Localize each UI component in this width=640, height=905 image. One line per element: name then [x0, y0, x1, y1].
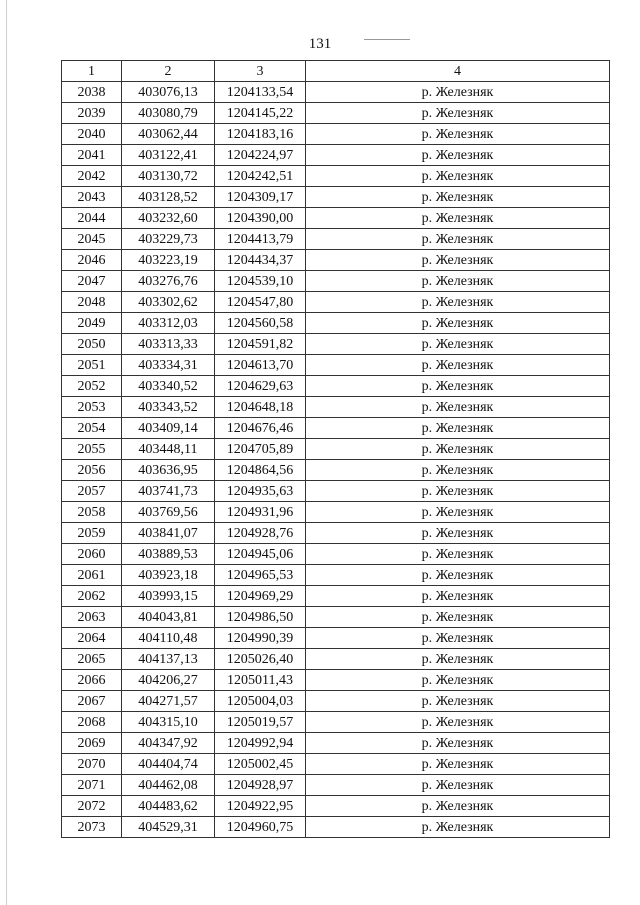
x-coordinate-cell: 404529,31: [122, 817, 215, 838]
column-header: 3: [215, 61, 306, 82]
point-number-cell: 2068: [62, 712, 122, 733]
y-coordinate-cell: 1204922,95: [215, 796, 306, 817]
y-coordinate-cell: 1204676,46: [215, 418, 306, 439]
x-coordinate-cell: 404110,48: [122, 628, 215, 649]
table-row: [62, 523, 610, 544]
column-header: 1: [62, 61, 122, 82]
y-coordinate-cell: 1204648,18: [215, 397, 306, 418]
y-coordinate-cell: 1204945,06: [215, 544, 306, 565]
description-cell: р. Железняк: [306, 124, 610, 145]
y-coordinate-cell: 1204309,17: [215, 187, 306, 208]
description-cell: р. Железняк: [306, 712, 610, 733]
y-coordinate-cell: 1204560,58: [215, 313, 306, 334]
y-coordinate-cell: 1204413,79: [215, 229, 306, 250]
table-row: [62, 649, 610, 670]
description-cell: р. Железняк: [306, 439, 610, 460]
x-coordinate-cell: 403276,76: [122, 271, 215, 292]
x-coordinate-cell: 404206,27: [122, 670, 215, 691]
point-number-cell: 2064: [62, 628, 122, 649]
description-cell: р. Железняк: [306, 628, 610, 649]
y-coordinate-cell: 1204183,16: [215, 124, 306, 145]
description-cell: р. Железняк: [306, 187, 610, 208]
y-coordinate-cell: 1205002,45: [215, 754, 306, 775]
description-cell: р. Железняк: [306, 82, 610, 103]
x-coordinate-cell: 403128,52: [122, 187, 215, 208]
y-coordinate-cell: 1204613,70: [215, 355, 306, 376]
x-coordinate-cell: 403769,56: [122, 502, 215, 523]
x-coordinate-cell: 403062,44: [122, 124, 215, 145]
x-coordinate-cell: 404315,10: [122, 712, 215, 733]
description-cell: р. Железняк: [306, 607, 610, 628]
description-cell: р. Железняк: [306, 649, 610, 670]
x-coordinate-cell: 403312,03: [122, 313, 215, 334]
table-row: [62, 586, 610, 607]
point-number-cell: 2058: [62, 502, 122, 523]
x-coordinate-cell: 403889,53: [122, 544, 215, 565]
table-row: [62, 817, 610, 838]
table-body: [62, 82, 610, 838]
x-coordinate-cell: 403923,18: [122, 565, 215, 586]
table-row: [62, 670, 610, 691]
description-cell: р. Железняк: [306, 271, 610, 292]
point-number-cell: 2046: [62, 250, 122, 271]
point-number-cell: 2038: [62, 82, 122, 103]
table-row: [62, 82, 610, 103]
table-row: [62, 502, 610, 523]
x-coordinate-cell: 403409,14: [122, 418, 215, 439]
table-row: [62, 166, 610, 187]
table-row: [62, 754, 610, 775]
description-cell: р. Железняк: [306, 796, 610, 817]
point-number-cell: 2048: [62, 292, 122, 313]
x-coordinate-cell: 403223,19: [122, 250, 215, 271]
point-number-cell: 2041: [62, 145, 122, 166]
description-cell: р. Железняк: [306, 334, 610, 355]
point-number-cell: 2069: [62, 733, 122, 754]
x-coordinate-cell: 404043,81: [122, 607, 215, 628]
description-cell: р. Железняк: [306, 376, 610, 397]
table-row: [62, 796, 610, 817]
table-row: [62, 397, 610, 418]
point-number-cell: 2055: [62, 439, 122, 460]
point-number-cell: 2073: [62, 817, 122, 838]
description-cell: р. Железняк: [306, 670, 610, 691]
x-coordinate-cell: 404462,08: [122, 775, 215, 796]
y-coordinate-cell: 1204591,82: [215, 334, 306, 355]
description-cell: р. Железняк: [306, 460, 610, 481]
description-cell: р. Железняк: [306, 523, 610, 544]
y-coordinate-cell: 1204434,37: [215, 250, 306, 271]
table-row: [62, 544, 610, 565]
x-coordinate-cell: 403080,79: [122, 103, 215, 124]
y-coordinate-cell: 1204539,10: [215, 271, 306, 292]
description-cell: р. Железняк: [306, 103, 610, 124]
table-row: [62, 187, 610, 208]
point-number-cell: 2045: [62, 229, 122, 250]
x-coordinate-cell: 403636,95: [122, 460, 215, 481]
x-coordinate-cell: 403122,41: [122, 145, 215, 166]
point-number-cell: 2071: [62, 775, 122, 796]
table-row: [62, 628, 610, 649]
table-row: [62, 481, 610, 502]
point-number-cell: 2057: [62, 481, 122, 502]
y-coordinate-cell: 1204547,80: [215, 292, 306, 313]
y-coordinate-cell: 1204931,96: [215, 502, 306, 523]
column-header: 4: [306, 61, 610, 82]
description-cell: р. Железняк: [306, 565, 610, 586]
y-coordinate-cell: 1204935,63: [215, 481, 306, 502]
point-number-cell: 2066: [62, 670, 122, 691]
description-cell: р. Железняк: [306, 250, 610, 271]
y-coordinate-cell: 1204928,76: [215, 523, 306, 544]
x-coordinate-cell: 403448,11: [122, 439, 215, 460]
table-header-row: [62, 61, 610, 82]
table-row: [62, 208, 610, 229]
y-coordinate-cell: 1204629,63: [215, 376, 306, 397]
description-cell: р. Железняк: [306, 733, 610, 754]
point-number-cell: 2040: [62, 124, 122, 145]
x-coordinate-cell: 403334,31: [122, 355, 215, 376]
coordinates-table: [61, 60, 610, 838]
table-row: [62, 313, 610, 334]
description-cell: р. Железняк: [306, 691, 610, 712]
description-cell: р. Железняк: [306, 586, 610, 607]
point-number-cell: 2052: [62, 376, 122, 397]
description-cell: р. Железняк: [306, 817, 610, 838]
table-row: [62, 691, 610, 712]
point-number-cell: 2049: [62, 313, 122, 334]
x-coordinate-cell: 403741,73: [122, 481, 215, 502]
table-row: [62, 145, 610, 166]
x-coordinate-cell: 403841,07: [122, 523, 215, 544]
y-coordinate-cell: 1205026,40: [215, 649, 306, 670]
point-number-cell: 2051: [62, 355, 122, 376]
table-row: [62, 418, 610, 439]
point-number-cell: 2060: [62, 544, 122, 565]
table-row: [62, 229, 610, 250]
x-coordinate-cell: 404271,57: [122, 691, 215, 712]
x-coordinate-cell: 403343,52: [122, 397, 215, 418]
y-coordinate-cell: 1204133,54: [215, 82, 306, 103]
y-coordinate-cell: 1204242,51: [215, 166, 306, 187]
point-number-cell: 2061: [62, 565, 122, 586]
table-row: [62, 565, 610, 586]
description-cell: р. Железняк: [306, 418, 610, 439]
x-coordinate-cell: 404347,92: [122, 733, 215, 754]
y-coordinate-cell: 1204864,56: [215, 460, 306, 481]
y-coordinate-cell: 1205011,43: [215, 670, 306, 691]
x-coordinate-cell: 403313,33: [122, 334, 215, 355]
x-coordinate-cell: 403076,13: [122, 82, 215, 103]
point-number-cell: 2039: [62, 103, 122, 124]
description-cell: р. Железняк: [306, 502, 610, 523]
x-coordinate-cell: 404137,13: [122, 649, 215, 670]
table-row: [62, 103, 610, 124]
scan-edge-line: [6, 0, 7, 905]
y-coordinate-cell: 1204390,00: [215, 208, 306, 229]
table-row: [62, 292, 610, 313]
table-row: [62, 775, 610, 796]
description-cell: р. Железняк: [306, 544, 610, 565]
description-cell: р. Железняк: [306, 481, 610, 502]
point-number-cell: 2056: [62, 460, 122, 481]
table-row: [62, 271, 610, 292]
y-coordinate-cell: 1204705,89: [215, 439, 306, 460]
point-number-cell: 2047: [62, 271, 122, 292]
point-number-cell: 2063: [62, 607, 122, 628]
point-number-cell: 2059: [62, 523, 122, 544]
table-row: [62, 460, 610, 481]
point-number-cell: 2067: [62, 691, 122, 712]
x-coordinate-cell: 404404,74: [122, 754, 215, 775]
y-coordinate-cell: 1204990,39: [215, 628, 306, 649]
table-row: [62, 124, 610, 145]
description-cell: р. Железняк: [306, 397, 610, 418]
description-cell: р. Железняк: [306, 754, 610, 775]
y-coordinate-cell: 1204986,50: [215, 607, 306, 628]
table-row: [62, 712, 610, 733]
column-header: 2: [122, 61, 215, 82]
x-coordinate-cell: 403229,73: [122, 229, 215, 250]
table-row: [62, 733, 610, 754]
point-number-cell: 2050: [62, 334, 122, 355]
y-coordinate-cell: 1204960,75: [215, 817, 306, 838]
table-row: [62, 607, 610, 628]
table-row: [62, 439, 610, 460]
description-cell: р. Железняк: [306, 229, 610, 250]
x-coordinate-cell: 403302,62: [122, 292, 215, 313]
table-row: [62, 355, 610, 376]
point-number-cell: 2062: [62, 586, 122, 607]
description-cell: р. Железняк: [306, 775, 610, 796]
y-coordinate-cell: 1204965,53: [215, 565, 306, 586]
point-number-cell: 2054: [62, 418, 122, 439]
description-cell: р. Железняк: [306, 145, 610, 166]
y-coordinate-cell: 1204928,97: [215, 775, 306, 796]
y-coordinate-cell: 1205019,57: [215, 712, 306, 733]
description-cell: р. Железняк: [306, 355, 610, 376]
y-coordinate-cell: 1205004,03: [215, 691, 306, 712]
point-number-cell: 2044: [62, 208, 122, 229]
description-cell: р. Железняк: [306, 166, 610, 187]
y-coordinate-cell: 1204224,97: [215, 145, 306, 166]
x-coordinate-cell: 403340,52: [122, 376, 215, 397]
table-row: [62, 334, 610, 355]
page-number: 131: [308, 36, 332, 52]
description-cell: р. Железняк: [306, 292, 610, 313]
y-coordinate-cell: 1204969,29: [215, 586, 306, 607]
description-cell: р. Железняк: [306, 313, 610, 334]
table-row: [62, 376, 610, 397]
point-number-cell: 2053: [62, 397, 122, 418]
point-number-cell: 2070: [62, 754, 122, 775]
x-coordinate-cell: 404483,62: [122, 796, 215, 817]
point-number-cell: 2043: [62, 187, 122, 208]
x-coordinate-cell: 403232,60: [122, 208, 215, 229]
y-coordinate-cell: 1204992,94: [215, 733, 306, 754]
x-coordinate-cell: 403130,72: [122, 166, 215, 187]
table-row: [62, 250, 610, 271]
point-number-cell: 2072: [62, 796, 122, 817]
y-coordinate-cell: 1204145,22: [215, 103, 306, 124]
x-coordinate-cell: 403993,15: [122, 586, 215, 607]
point-number-cell: 2042: [62, 166, 122, 187]
description-cell: р. Железняк: [306, 208, 610, 229]
point-number-cell: 2065: [62, 649, 122, 670]
